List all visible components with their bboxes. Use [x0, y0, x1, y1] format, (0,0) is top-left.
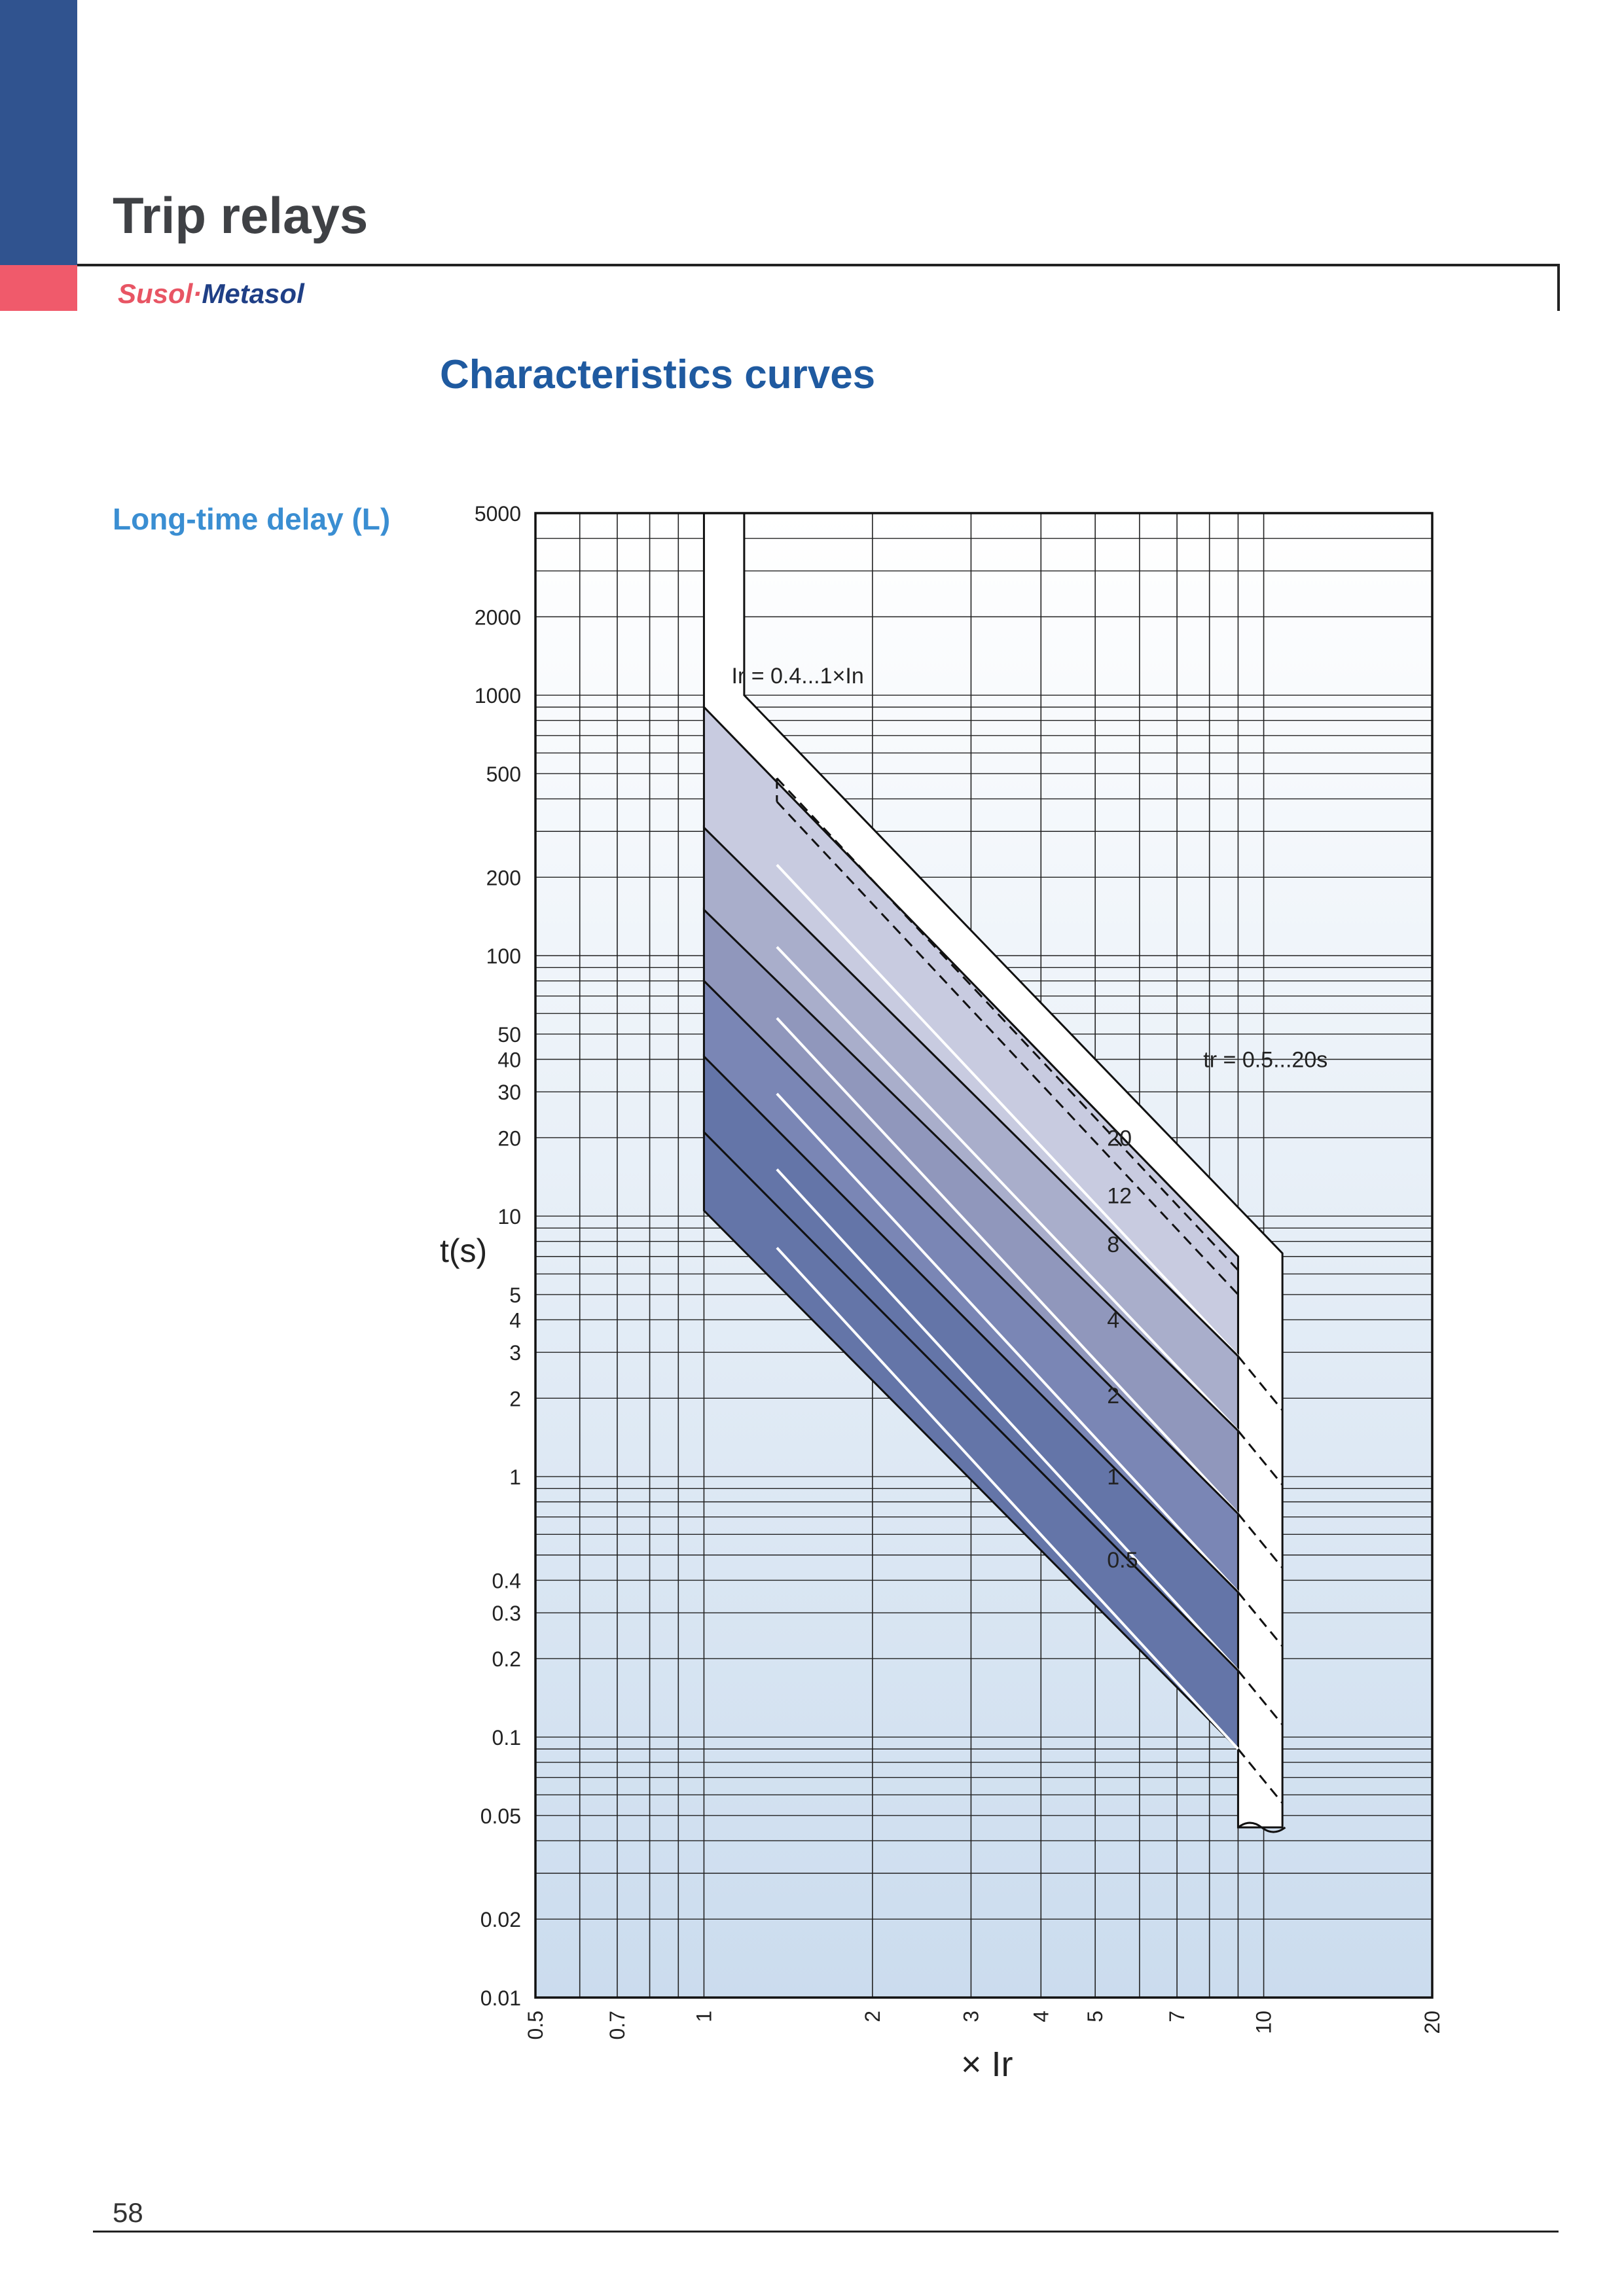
y-tick-label: 0.01 [480, 1986, 521, 2010]
series-label-4: 4 [1107, 1308, 1120, 1333]
y-tick-label: 3 [509, 1341, 521, 1365]
y-tick-label: 5 [509, 1283, 521, 1307]
footer-divider [93, 2231, 1559, 2233]
series-label-12: 12 [1107, 1183, 1132, 1209]
y-axis-label: t(s) [440, 1232, 488, 1269]
y-tick-label: 100 [486, 944, 521, 969]
y-tick-label: 20 [497, 1126, 521, 1151]
page-title: Trip relays [113, 187, 369, 244]
x-tick-label: 3 [959, 2011, 983, 2022]
x-tick-label: 1 [692, 2011, 716, 2022]
y-tick-label: 50 [497, 1022, 521, 1047]
y-tick-label: 2000 [474, 605, 521, 630]
y-tick-label: 0.3 [492, 1602, 521, 1626]
x-tick-label: 5 [1083, 2011, 1108, 2022]
y-tick-label: 2 [509, 1387, 521, 1411]
section-title: Characteristics curves [440, 352, 876, 397]
current-setting-label: Ir = 0.4...1×In [731, 664, 864, 689]
y-tick-label: 30 [497, 1081, 521, 1105]
y-tick-label: 10 [497, 1205, 521, 1229]
y-tick-label: 200 [486, 866, 521, 890]
x-tick-label: 4 [1029, 2011, 1053, 2022]
x-tick-label: 20 [1420, 2011, 1444, 2034]
x-axis-label: × Ir [961, 2045, 1013, 2084]
y-tick-label: 5000 [474, 502, 521, 526]
series-label-20: 20 [1107, 1126, 1132, 1151]
x-tick-label: 10 [1252, 2011, 1276, 2034]
series-label-8: 8 [1107, 1232, 1120, 1258]
y-tick-label: 1 [509, 1465, 521, 1490]
subsection-title: Long-time delay (L) [113, 502, 391, 536]
y-tick-label: 4 [509, 1308, 521, 1333]
y-tick-label: 500 [486, 762, 521, 786]
page-number: 58 [113, 2197, 143, 2228]
time-setting-label: tr = 0.5...20s [1203, 1047, 1328, 1073]
x-tick-label: 0.7 [605, 2011, 629, 2040]
y-tick-label: 0.02 [480, 1908, 521, 1932]
y-tick-label: 0.05 [480, 1804, 521, 1828]
x-tick-label: 0.5 [524, 2011, 547, 2040]
series-label-1: 1 [1107, 1465, 1120, 1490]
x-tick-label: 2 [860, 2011, 884, 2022]
series-label-2: 2 [1107, 1383, 1120, 1408]
y-tick-label: 40 [497, 1048, 521, 1072]
y-tick-label: 0.2 [492, 1647, 521, 1672]
brand-susol: Susol [118, 278, 193, 309]
brand-separator: · [192, 278, 202, 309]
y-tick-label: 0.1 [492, 1726, 521, 1750]
y-tick-label: 0.4 [492, 1569, 521, 1593]
series-label-0-5: 0.5 [1107, 1547, 1138, 1573]
y-tick-label: 1000 [474, 684, 521, 708]
x-tick-label: 7 [1165, 2011, 1189, 2022]
brand-metasol: Metasol [202, 278, 304, 309]
